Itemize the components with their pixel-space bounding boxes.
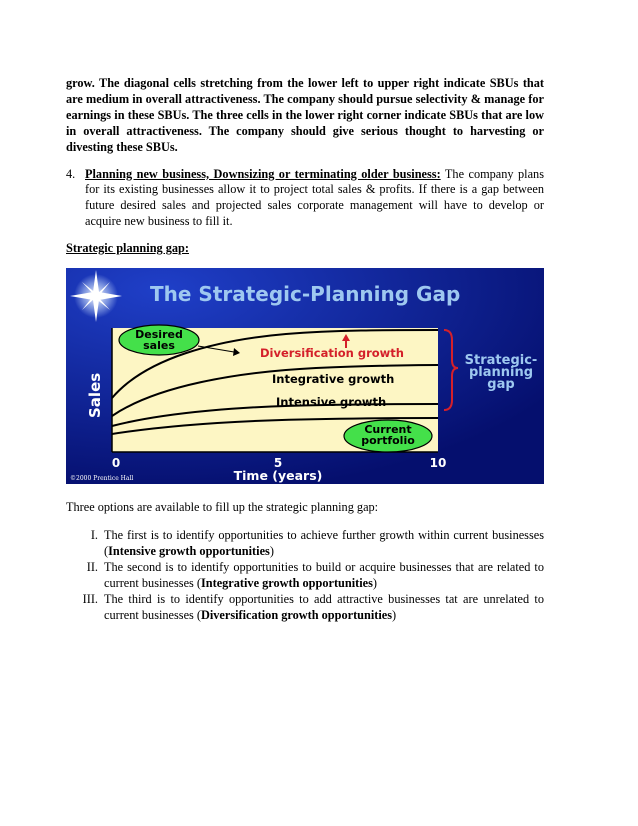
item-4-heading: Planning new business, Downsizing or terminating older business:	[85, 166, 441, 181]
current-portfolio-label-1: Current	[364, 423, 412, 437]
x-axis-label: Time (years)	[233, 468, 323, 484]
item-4-text: The company plans for its existing businesses allow it to project total sales & profits. If there is a gap between future desired sales and projected sales corporate management will have to develop or acquire new business to fill it.	[85, 166, 544, 229]
item-4-number: 4.	[66, 166, 76, 181]
desired-sales-label-2: sales	[143, 339, 175, 353]
x-tick-0: 0	[111, 456, 121, 471]
copyright-text: ©2000 Prentice Hall	[70, 475, 134, 483]
intensive-growth-label: Intensive growth	[276, 395, 387, 410]
options-intro: Three options are available to fill up the strategic planning gap:	[66, 500, 379, 515]
desired-sales-label-1: Desired	[135, 328, 183, 342]
slide-title: The Strategic-Planning Gap	[150, 282, 461, 307]
document-page	[66, 76, 544, 623]
option-item-2: II. The second is to identify opportunities to build or acquire businesses that are related to current businesses (Integrative growth opportunities)	[86, 559, 544, 590]
option-item-1: I. The first is to identify opportunities to achieve further growth within current businesses (Intensive growth opportunities)	[90, 527, 544, 558]
options-list	[66, 528, 544, 623]
y-axis-label: Sales	[86, 372, 104, 419]
strategic-gap-figure	[66, 268, 544, 484]
section-heading: Strategic planning gap:	[66, 241, 189, 256]
item-4	[66, 167, 544, 231]
gap-label-3: gap	[487, 377, 515, 393]
current-portfolio-label-2: portfolio	[361, 434, 415, 448]
strategic-gap-slide	[66, 268, 544, 484]
diversification-growth-label: Diversification growth	[260, 346, 404, 361]
integrative-growth-label: Integrative growth	[272, 372, 395, 387]
x-tick-10: 10	[429, 456, 447, 471]
option-item-3: III. The third is to identify opportunities to add attractive businesses tat are unrelated to current businesses (Diversification growth opportunities)	[82, 591, 544, 622]
gap-label-1: Strategic-	[464, 353, 538, 369]
gap-label-2: planning	[468, 365, 534, 381]
paragraph-ge-matrix: grow. The diagonal cells stretching from the lower left to upper right indicate SBUs that are medium in overall attractiveness. The company should pursue selectivity & manage for earnings in these SBUs. The three cells in the lower right corner indicate SBUs that are low in overall attractiveness. The company should give serious thought to harvesting or divesting these SBUs.	[66, 76, 544, 154]
x-tick-5: 5	[273, 456, 283, 471]
